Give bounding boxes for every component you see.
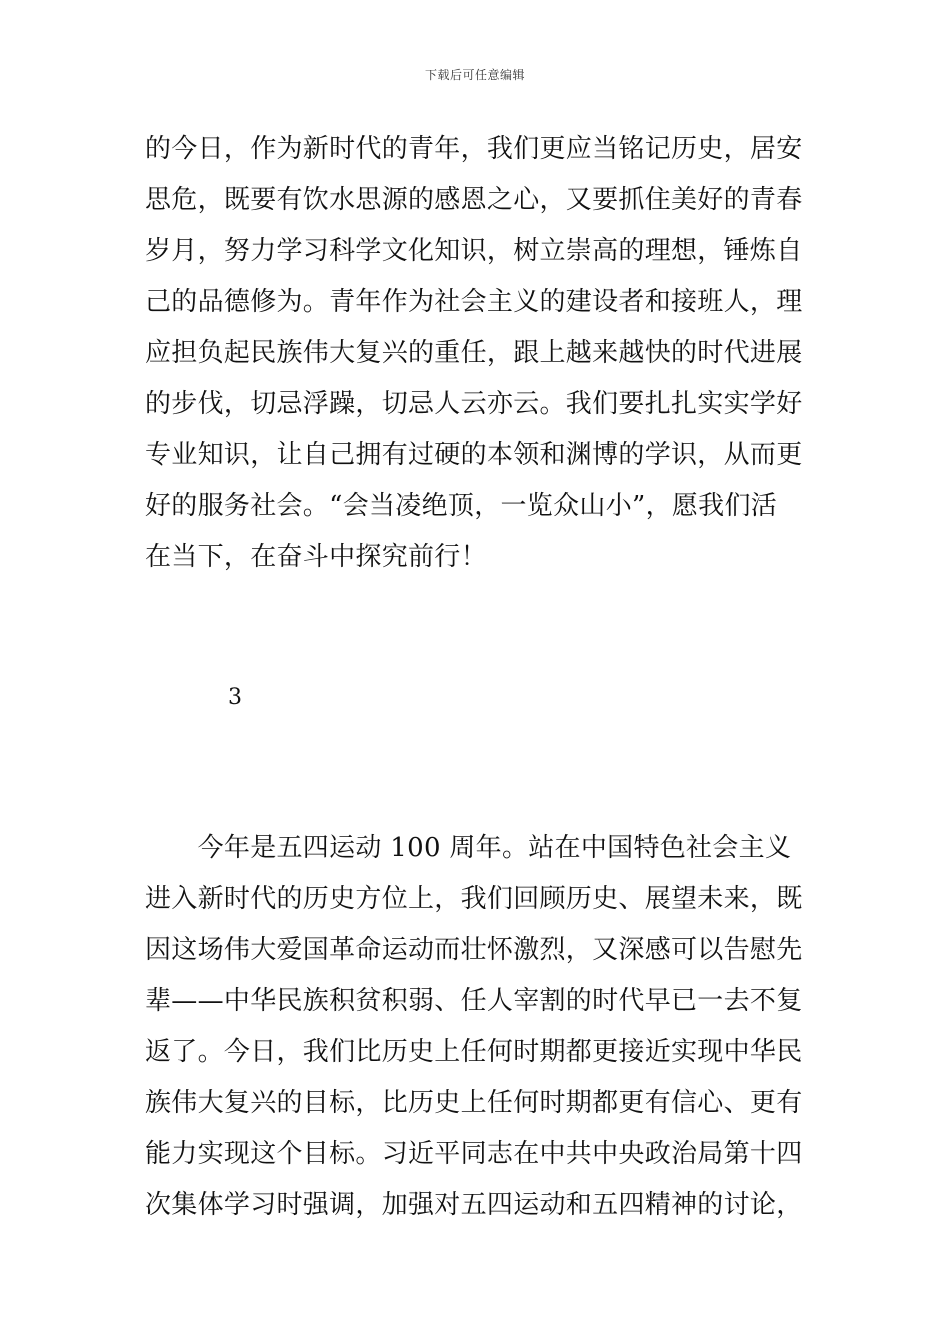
paragraph-line: 在当下，在奋斗中探究前行！ [145,542,487,572]
paragraph-line: 因这场伟大爱国革命运动而壮怀激烈，又深感可以告慰先 [145,935,803,965]
paragraph-line: 的步伐，切忌浮躁，切忌人云亦云。我们要扎扎实实学好 [145,389,803,419]
paragraph-line: 专业知识，让自己拥有过硬的本领和渊博的学识，从而更 [145,440,803,470]
paragraph-line: 己的品德修为。青年作为社会主义的建设者和接班人，理 [145,287,803,317]
paragraph-line: 辈——中华民族积贫积弱、任人宰割的时代早已一去不复 [145,986,803,1016]
paragraph-line: 次集体学习时强调，加强对五四运动和五四精神的讨论， [145,1190,803,1220]
paragraph-line: 岁月，努力学习科学文化知识，树立崇高的理想，锤炼自 [145,236,803,266]
paragraph-line: 能力实现这个目标。习近平同志在中共中央政治局第十四 [145,1139,803,1169]
paragraph-1 [145,124,807,583]
paragraph-line: 返了。今日，我们比历史上任何时期都更接近实现中华民 [145,1037,803,1067]
paragraph-line: 好的服务社会。“会当凌绝顶，一览众山小”，愿我们活 [145,491,778,521]
paragraph-line: 应担负起民族伟大复兴的重任，跟上越来越快的时代进展 [145,338,803,368]
paragraph-line: 思危，既要有饮水思源的感恩之心，又要抓住美好的青春 [145,185,803,215]
paragraph-line: 族伟大复兴的目标，比历史上任何时期都更有信心、更有 [145,1088,803,1118]
section-number: 3 [228,685,242,710]
paragraph-line: 今年是五四运动 100 周年。站在中国特色社会主义 [145,833,792,863]
paragraph-line: 的今日，作为新时代的青年，我们更应当铭记历史，居安 [145,134,803,164]
paragraph-line: 进入新时代的历史方位上，我们回顾历史、展望未来，既 [145,884,803,914]
page-header-note: 下载后可任意编辑 [424,68,525,82]
paragraph-2 [145,823,807,1231]
